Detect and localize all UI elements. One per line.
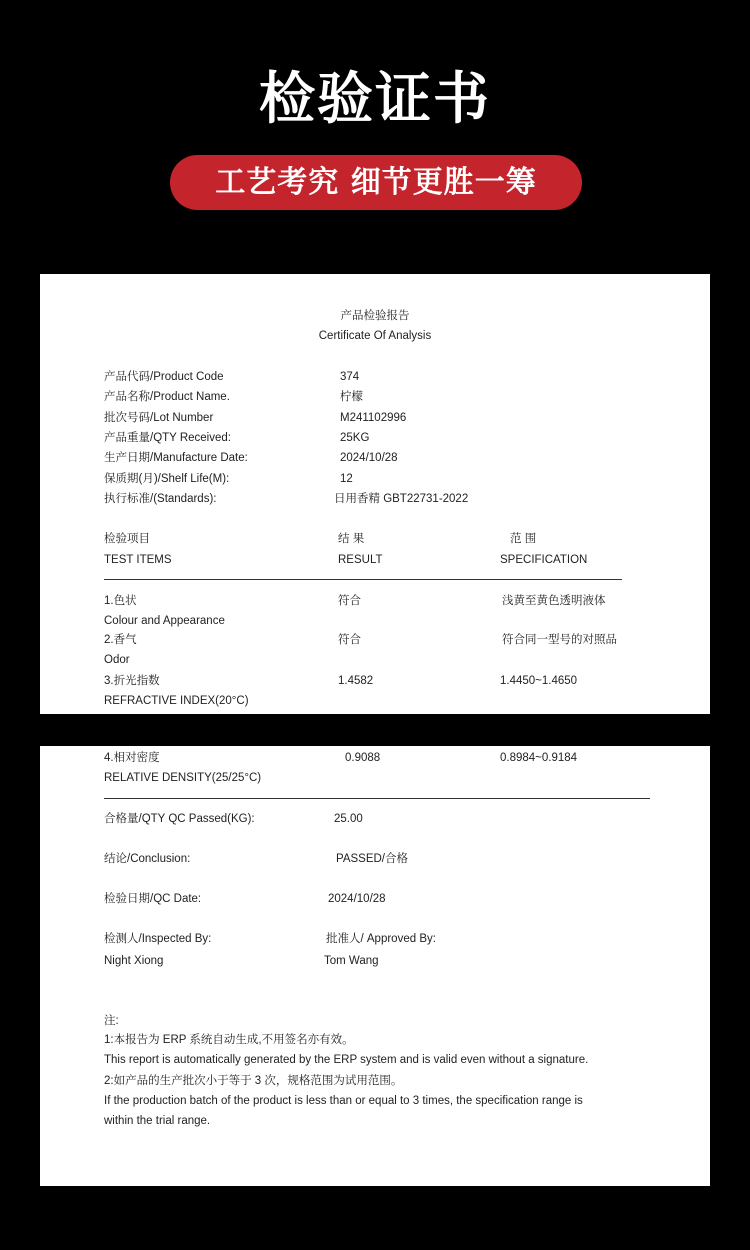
inspector-name: Night Xiong [104, 955, 164, 967]
shelf-life-value: 12 [340, 473, 353, 485]
test-4-spec: 0.8984~0.9184 [500, 752, 578, 764]
product-name-label: 产品名称/Product Name. [104, 391, 230, 403]
col-spec-cn: 范 围 [510, 533, 537, 545]
divider [104, 798, 650, 799]
test-2-name-cn: 2.香气 [104, 634, 137, 646]
shelf-life-label: 保质期(月)/Shelf Life(M): [104, 473, 230, 485]
qc-date-value: 2024/10/28 [328, 893, 386, 905]
test-4-name-cn: 4.相对密度 [104, 752, 160, 764]
note-line: If the production batch of the product is less than or equal to 3 times, the specification range is [104, 1095, 583, 1107]
manufacture-date-label: 生产日期/Manufacture Date: [104, 452, 248, 464]
test-3-spec: 1.4450~1.4650 [500, 675, 578, 687]
lot-number-label: 批次号码/Lot Number [104, 412, 214, 424]
qty-received-label: 产品重量/QTY Received: [104, 432, 231, 444]
qty-passed-value: 25.00 [334, 813, 363, 825]
qty-received-value: 25KG [340, 432, 370, 444]
qc-date-label: 检验日期/QC Date: [104, 893, 202, 905]
test-2-spec: 符合同一型号的对照品 [502, 634, 617, 646]
test-1-spec: 浅黄至黄色透明液体 [502, 595, 606, 607]
test-4-name-en: RELATIVE DENSITY(25/25°C) [104, 772, 262, 784]
qty-passed-label: 合格量/QTY QC Passed(KG): [104, 813, 255, 825]
conclusion-label: 结论/Conclusion: [104, 853, 191, 865]
col-result-en: RESULT [338, 554, 383, 566]
divider [104, 579, 622, 580]
test-1-result: 符合 [338, 595, 361, 607]
report-title-en: Certificate Of Analysis [318, 330, 432, 342]
test-2-result: 符合 [338, 634, 361, 646]
approver-name: Tom Wang [324, 955, 379, 967]
notes-heading: 注: [104, 1015, 119, 1027]
report-title-cn: 产品检验报告 [340, 310, 410, 322]
note-line: within the trial range. [104, 1115, 211, 1127]
note-line: This report is automatically generated by the ERP system and is valid even without a signature. [104, 1054, 589, 1066]
test-3-result: 1.4582 [338, 675, 374, 687]
product-name-value: 柠檬 [340, 391, 363, 403]
certificate-sheet-1 [40, 274, 710, 714]
test-3-name-en: REFRACTIVE INDEX(20°C) [104, 695, 249, 707]
test-2-name-en: Odor [104, 654, 130, 666]
col-item-cn: 检验项目 [104, 533, 150, 545]
note-line: 1:本报告为 ERP 系统自动生成,不用签名亦有效。 [104, 1034, 354, 1046]
inspected-by-label: 检测人/Inspected By: [104, 933, 212, 945]
certificate-sheet-2 [40, 746, 710, 1186]
col-result-cn: 结 果 [338, 533, 365, 545]
product-code-label: 产品代码/Product Code [104, 371, 224, 383]
test-1-name-en: Colour and Appearance [104, 615, 225, 627]
manufacture-date-value: 2024/10/28 [340, 452, 398, 464]
col-spec-en: SPECIFICATION [500, 554, 588, 566]
conclusion-value: PASSED/合格 [336, 853, 408, 865]
test-3-name-cn: 3.折光指数 [104, 675, 160, 687]
lot-number-value: M241102996 [340, 412, 407, 424]
tagline-banner: 工艺考究 细节更胜一筹 [170, 155, 582, 210]
col-item-en: TEST ITEMS [104, 554, 172, 566]
test-4-result: 0.9088 [345, 752, 381, 764]
product-code-value: 374 [340, 371, 360, 383]
approved-by-label: 批准人/ Approved By: [326, 933, 436, 945]
standards-label: 执行标准/(Standards): [104, 493, 217, 505]
note-line: 2:如产品的生产批次小于等于 3 次，规格范围为试用范围。 [104, 1075, 403, 1087]
page-title: 检验证书 [259, 67, 491, 132]
standards-value: 日用香精 GBT22731-2022 [334, 493, 469, 505]
test-1-name-cn: 1.色状 [104, 595, 137, 607]
